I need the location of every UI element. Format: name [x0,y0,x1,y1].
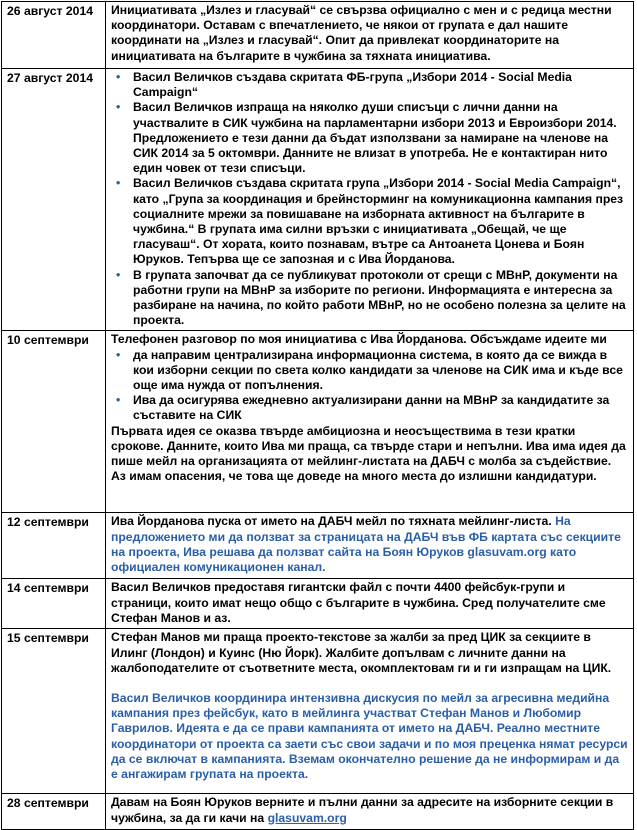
table-row [2,331,634,513]
timeline-table [1,1,634,830]
entry-text: Стефан Манов ми праща проекто-текстове за жалби за пред ЦИК за секциите в Илинг (Лондон) и Куинс (Ню Йорк). Жалбите допълвам с личните данни на жалбоподателите от съответните места, окомплектовам ги и ги изпращам на ЦИК. [111,630,612,675]
entry-text: Давам на Боян Юруков верните и пълни данни за адресите на изборните секции в чужбина, за да ги качи на [111,795,614,825]
entry-text: Инициативата „Излез и гласувай“ се свързва официално с мен и с редица местни координатори. Оставам с впечатлението, че някои от групата е дал нашите координати на „Излез и гласувай“. Опит да привлекат координаторите на инициативата на българите в чужбина за тяхната инициатива. [106,2,634,69]
table-row [2,513,634,579]
list-item: • Васил Величков създава скритата група „Избори 2014 - Social Media Campaign“, като „Група за координация и брейнсторминг на комуникационна кампания през социалните мрежи за повишаване на изборната активност на българите в чужбина.“ В групата има силни връзки с инициативата „Обещай, че ще гласуваш“. От хората, които познавам, вътре са Антоанета Цонева и Боян Юруков. Тепърва ще се запозная и с Ива Йорданова. [116,176,624,267]
table-row [2,794,634,830]
glasuvam-link[interactable]: glasuvam.org [267,810,347,825]
bullet-icon: • [116,176,121,191]
entry-cell [106,331,634,513]
bullet-icon: • [116,347,121,362]
entry-cell [106,794,634,830]
entry-text: Ива Йорданова пуска от името на ДАБЧ мейл по тяхната мейлинг-листа. [111,514,552,529]
bullet-icon: • [116,393,121,408]
table-row [2,629,634,794]
bullet-icon: • [116,100,121,115]
table-row [2,579,634,629]
bullet-list [111,348,628,424]
list-item: • да направим централизирана информационна система, в която да се вижда в кои изборни секции по света колко кандидати за членове на СИК има и къде все още има нужда от попълнения. [116,347,623,393]
entry-text: Васил Величков предоставя гигантски файл с почти 4400 фейсбук-групи и страници, които имат нещо общо с българите в чужбина. Сред получателите сме Стефан Манов и аз. [106,579,634,629]
date-cell: 15 септември [2,629,106,794]
date-cell: 28 септември [2,794,106,830]
entry-text-blue: Васил Величков координира интензивна дискусия по мейл за агресивна медийна кампания през фейсбук, като в мейлинга участват Стефан Манов и Любомир Гаврилов. Идеята е да се прави кампанията от името на ДАБЧ. Реално местните координатори от проекта са заети със свои задачи и по моя преценка нямат ресурси да се включат в кампанията. Вземам окончателно решение да не информирам и да е ангажирам групата на проекта. [111,691,628,782]
entry-cell [106,513,634,579]
date-cell: 12 септември [2,513,106,579]
date-cell: 14 септември [2,579,106,629]
table-row [2,2,634,69]
entry-intro: Телефонен разговор по моя инициатива с Ива Йорданова. Обсъждаме идеите ми [111,332,607,347]
paragraph-gap [111,676,628,691]
date-cell: 26 август 2014 [2,2,106,69]
date-cell: 27 август 2014 [2,69,106,331]
entry-outro: Първата идея се оказва твърде амбициозна и неосъществима в тези кратки срокове. Данните, които Ива ми праща, са твърде стари и непълни. Ива има идея да пише мейл на организацията от мейлинг-листата на ДАБЧ с молба за съдействие. Аз имам опасения, че това ще доведе на много места до излишни кандидатури. [111,423,626,484]
date-cell: 10 септември [2,331,106,513]
table-row [2,69,634,331]
bullet-icon: • [116,70,121,84]
list-item: • В групата започват да се публикуват протоколи от срещи с МВнР, документи на работни групи на МВнР за изборите по региони. Информацията е интересна за разбиране на начина, по който работи МВнР, но не особено полезна за целите на проекта. [116,267,626,328]
entry-cell [106,629,634,794]
list-item: • Ива да осигурява ежедневно актуализирани данни на МВнР за кандидатите за съставите на СИК [116,393,610,423]
bullet-icon: • [116,267,121,282]
list-item: • Васил Величков създава скритата ФБ-група „Избори 2014 - Social Media Campaign“ [116,70,572,100]
entry-text-blue: На предложението ми да ползват за страницата на ДАБЧ във ФБ картата със секциите на проекта, Ива решава да ползват сайта на Боян Юруков glasuvam.org като официален комуникационен канал. [111,514,621,575]
list-item: • Васил Величков изпраща на няколко души списъци с лични данни на участвалите в СИК чужбина на парламентарни избори 2013 и Евроизбори 2014. Предложението е тези данни да бъдат използвани за намиране на членове на СИК 2014 за 5 октомври. Данните не влизат в употреба. Не е контактиран нито един човек от тези списъци. [116,100,617,176]
entry-cell [106,69,634,331]
bullet-list [111,70,628,328]
